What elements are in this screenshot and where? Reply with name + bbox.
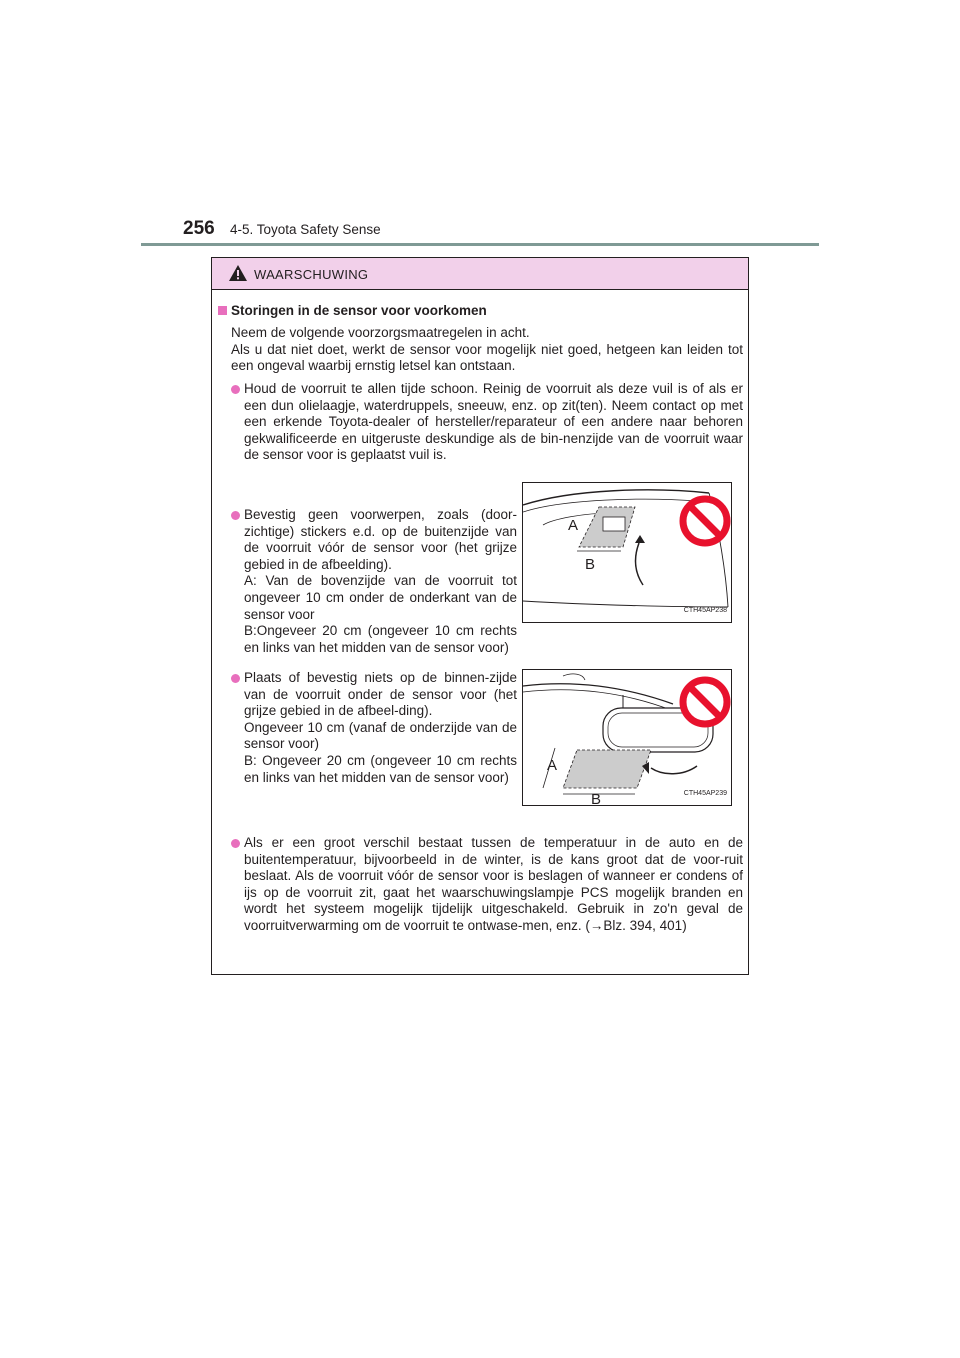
windshield-outside-illustration bbox=[523, 483, 731, 622]
figure-outer-windshield bbox=[522, 482, 732, 623]
warning-content bbox=[212, 289, 748, 974]
bullet-dot-icon bbox=[231, 674, 240, 683]
section-title: 4-5. Toyota Safety Sense bbox=[230, 222, 381, 237]
bullet-dot-icon bbox=[231, 511, 240, 520]
figure-code: CTH45AP238 bbox=[683, 607, 727, 615]
header-rule bbox=[141, 243, 819, 246]
bullet-dot-icon bbox=[231, 839, 240, 848]
bullet-text: Houd de voorruit te allen tijde schoon. Reinig de voorruit als deze vuil is of als er een dun olielaagje, waterdruppels, sneeuw, enz. op zit(ten). Neem contact op met een erkende Toyota-dealer of hersteller/reparateur of een andere naar behoren gekwalificeerde en uitgeruste deskundige als de bin-nenzijde van de voorruit waar de sensor voor is geplaatst vuil is. bbox=[244, 381, 743, 463]
heading-text: Storingen in de sensor voor voorkomen bbox=[231, 303, 487, 318]
figure-label-b: B bbox=[585, 556, 596, 573]
intro-text: Neem de volgende voorzorgsmaatregelen in acht. Als u dat niet doet, werkt de sensor voor mogelijk niet goed, hetgeen kan leiden tot een ongeval waarbij ernstig letsel kan ontstaan. bbox=[231, 325, 743, 374]
bullet-item bbox=[244, 670, 517, 786]
bullet-item bbox=[244, 835, 743, 935]
warning-triangle-icon bbox=[228, 264, 248, 282]
page-number: 256 bbox=[183, 218, 215, 239]
bullet-dot-icon bbox=[231, 385, 240, 394]
bullet-item bbox=[244, 381, 743, 464]
figure-label-a: A bbox=[568, 517, 579, 534]
figure-label-a: A bbox=[547, 757, 558, 774]
figure-inner-windshield bbox=[522, 669, 732, 806]
figure-code: CTH45AP239 bbox=[683, 790, 727, 798]
bullet-item bbox=[244, 507, 517, 656]
figure-label-b: B bbox=[591, 791, 602, 805]
warning-title: WAARSCHUWING bbox=[254, 267, 369, 282]
warning-header bbox=[212, 258, 748, 290]
warning-box bbox=[211, 257, 749, 975]
windshield-inside-illustration bbox=[523, 670, 731, 805]
heading-square-icon bbox=[218, 306, 227, 315]
section-heading bbox=[218, 303, 487, 320]
bullet-text: Plaats of bevestig niets op de binnen-zijde van de voorruit onder de sensor voor (het grijze gebied in de afbeel-ding). Ongeveer 10 cm (vanaf de onderzijde van de sensor voor) B: Ongeveer 20 cm (ongeveer 10 cm rechts en links van het midden van de sensor voor) bbox=[244, 670, 517, 785]
bullet-text: Bevestig geen voorwerpen, zoals (door-zichtige) stickers e.d. op de buitenzijde van de voorruit vóór de sensor voor (het grijze gebied in de afbeelding). A: Van de bovenzijde van de voorruit tot ongeveer 10 cm onder de onderkant van de sensor voor B:Ongeveer 20 cm (ongeveer 10 cm rechts en links van het midden van de sensor voor) bbox=[244, 507, 517, 655]
bullet-text: Als er een groot verschil bestaat tussen de temperatuur in de auto en de buitentemperatuur, bijvoorbeeld in de winter, is de kans groot dat de voor-ruit beslaat. Als de voorruit vóór de sensor voor is beslagen of wanneer er condens of ijs op de voorruit zit, gaat het waarschuwingslampje PCS mogelijk branden en wordt het systeem mogelijk tijdelijk uitgeschakeld. Gebruik in zo'n geval de voorruitverwarming om de voorruit te ontwase-men, enz. (→Blz. 394, 401) bbox=[244, 835, 743, 933]
